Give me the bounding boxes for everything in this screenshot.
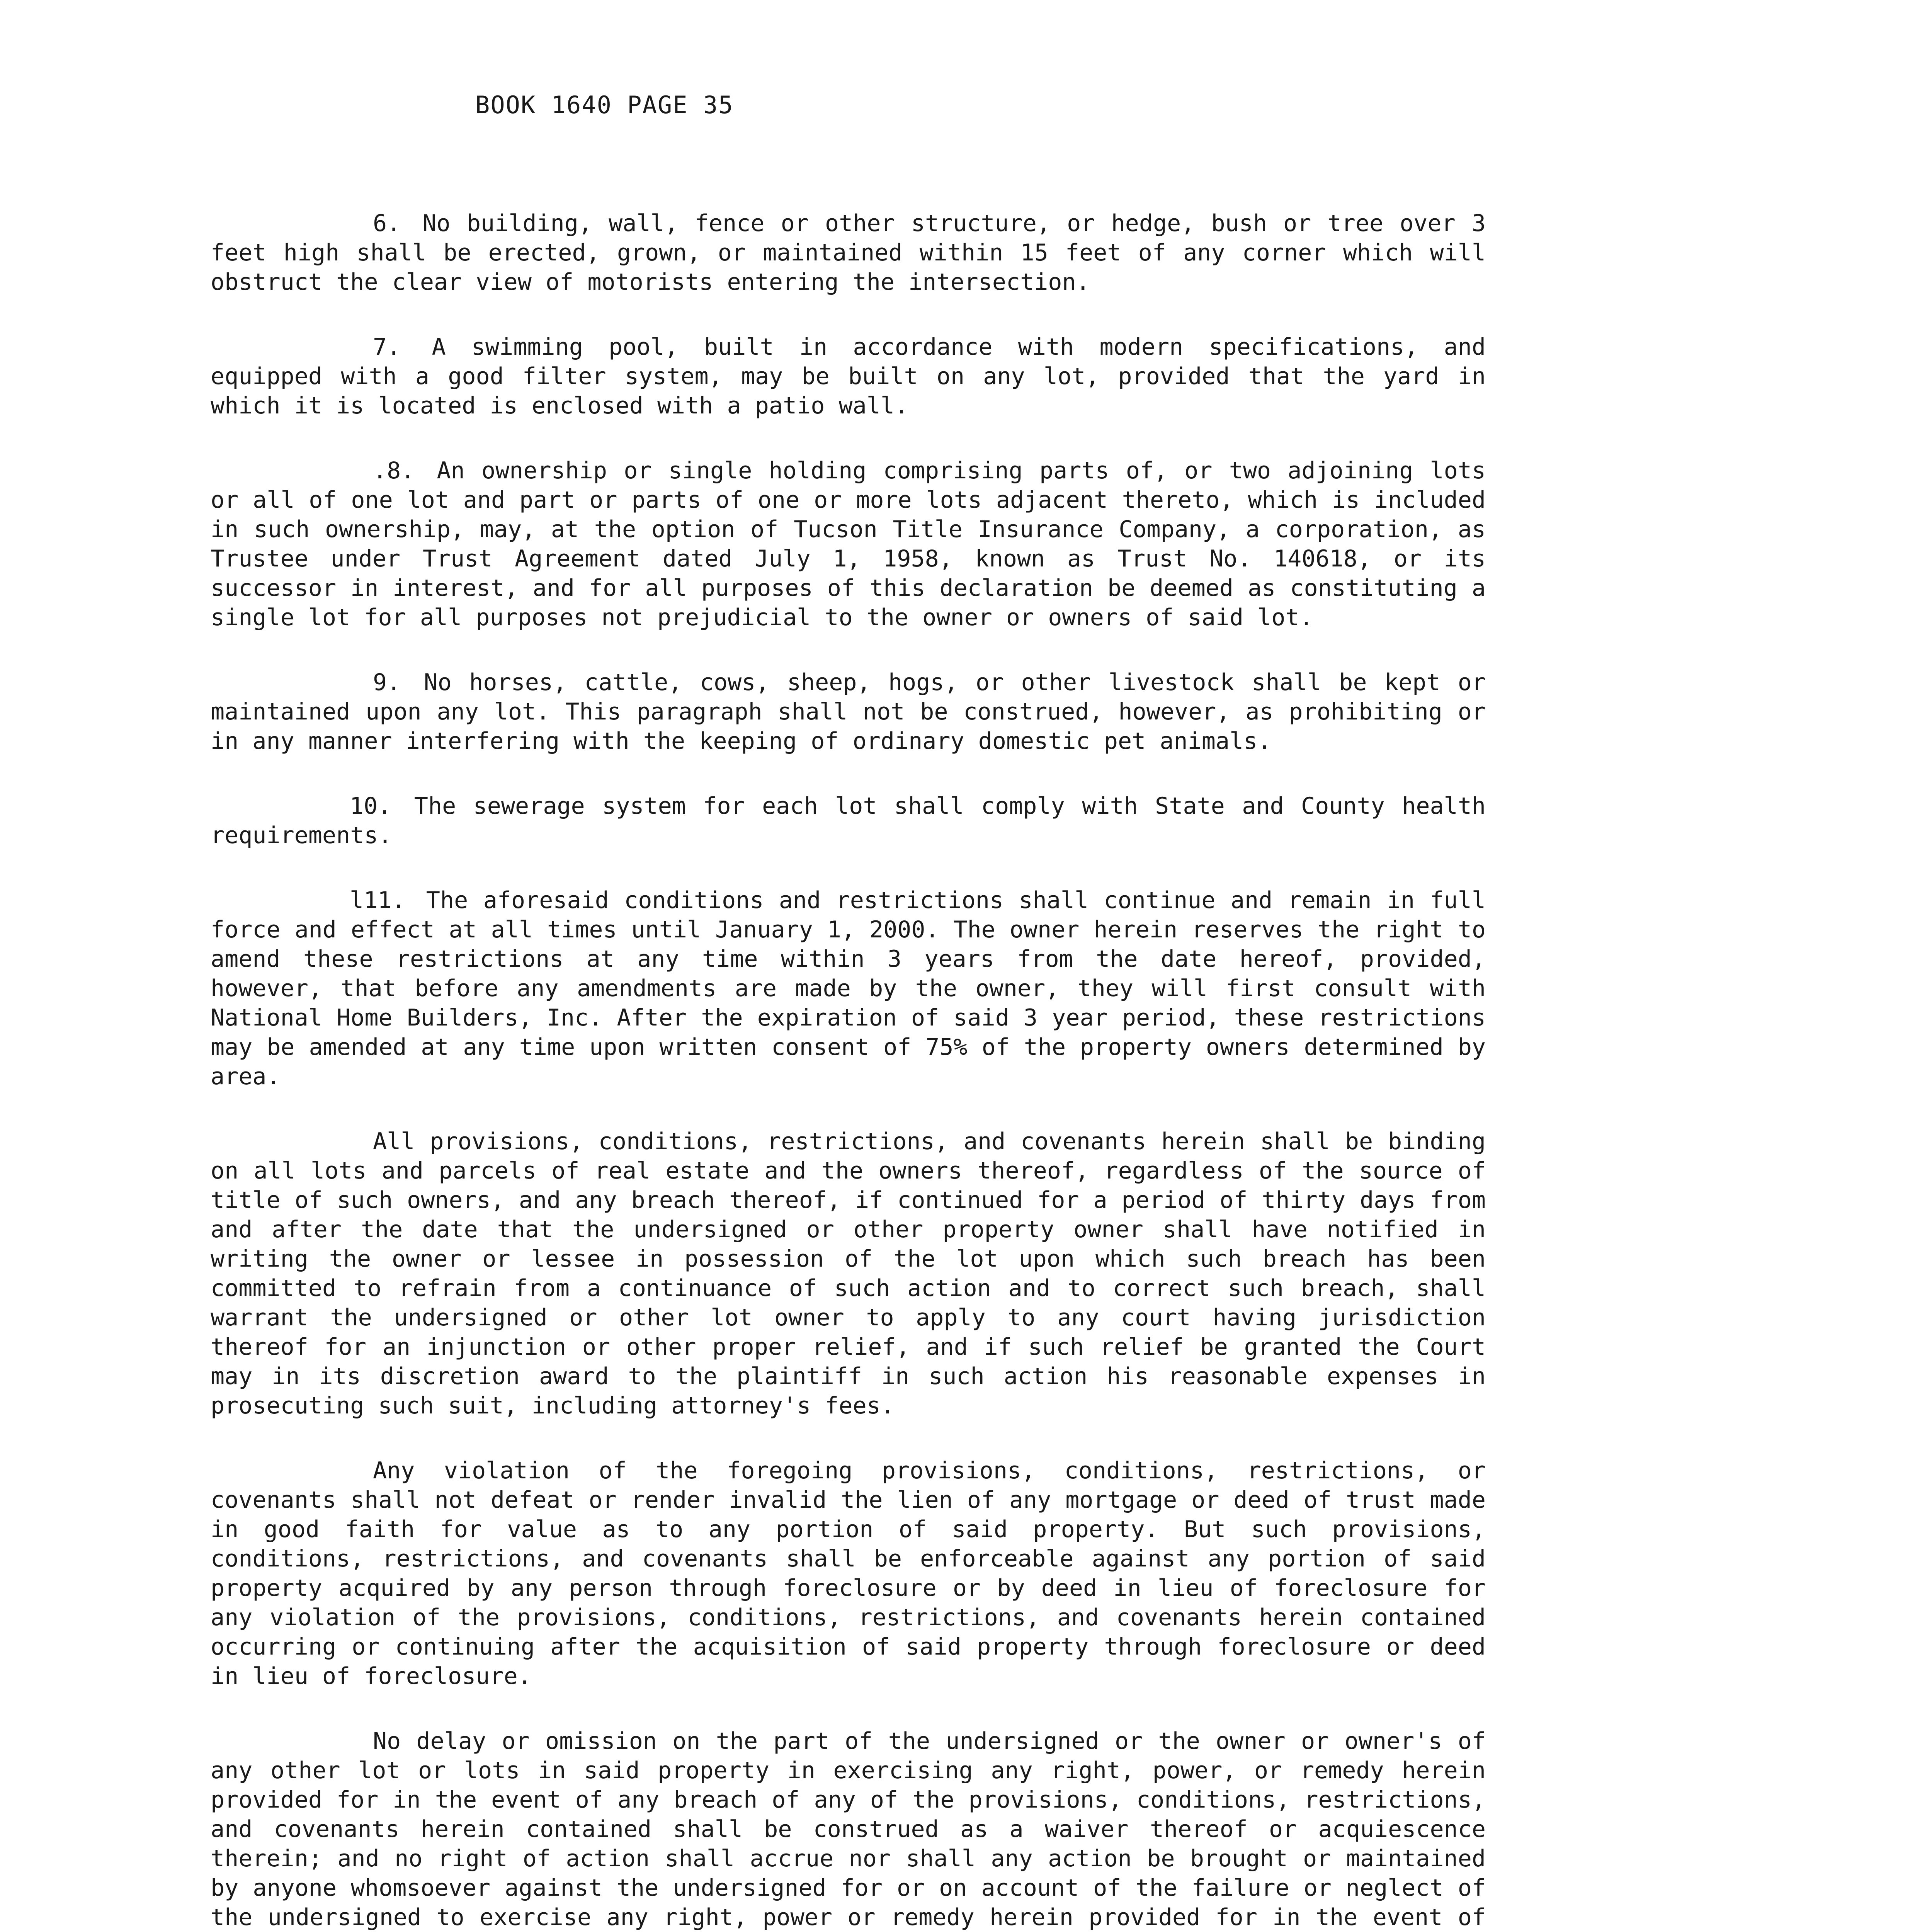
paragraph-binding-provisions bbox=[211, 1127, 1486, 1420]
paragraph-number: 9. bbox=[373, 669, 401, 696]
paragraph-8 bbox=[211, 456, 1486, 632]
paragraph-number: 6. bbox=[373, 210, 401, 237]
paragraph-number: 10. bbox=[350, 793, 392, 820]
paragraph-text: The aforesaid conditions and restrictions shall continue and remain in full force and effect at all times until January 1, 2000. The owner herein reserves the right to amend these restrictions at any time within 3 years from the date hereof, provided, however, that before any amendments are made by the owner, they will first consult with National Home Builders, Inc. After the expiration of said 3 year period, these restrictions may be amended at any time upon written consent of 75% of the property owners determined by area. bbox=[211, 887, 1486, 1090]
document-body bbox=[211, 209, 1486, 1932]
paragraph-text: No delay or omission on the part of the undersigned or the owner or owner's of any other lot or lots in said property in exercising any right, power, or remedy herein provided for in the event of any breach of any of the provisions, conditions, restrictions, and covenants herein contained shall be construed as a waiver thereof or acquiescence therein; and no right of action shall accrue nor shall any action be brought or maintained by anyone whomsoever against the undersigned for or on account of the failure or neglect of the undersigned to exercise any right, power or remedy herein provided for in the event of bbox=[211, 1728, 1486, 1931]
paragraph-6 bbox=[211, 209, 1486, 297]
paragraph-number: l11. bbox=[350, 887, 406, 914]
paragraph-text: All provisions, conditions, restrictions, and covenants herein shall be binding on all lots and parcels of real estate and the owners thereof, regardless of the source of title of such owners, and any breach thereof, if continued for a period of thirty days from and after the date that the undersigned or other property owner shall have notified in writing the owner or lessee in possession of the lot upon which such breach has been committed to refrain from a continuance of such action and to correct such breach, shall warrant the undersigned or other lot owner to apply to any court having jurisdiction thereof for an injunction or other proper relief, and if such relief be granted the Court may in its discretion award to the plaintiff in such action his reasonable expenses in prosecuting such suit, including attorney's fees. bbox=[211, 1128, 1486, 1419]
paragraph-7 bbox=[211, 332, 1486, 420]
paragraph-9 bbox=[211, 668, 1486, 756]
paragraph-10 bbox=[211, 791, 1486, 850]
paragraph-number: 7. bbox=[373, 333, 401, 361]
paragraph-number: .8. bbox=[373, 457, 415, 484]
paragraph-text: No horses, cattle, cows, sheep, hogs, or other livestock shall be kept or maintained upon any lot. This paragraph shall not be construed, however, as prohibiting or in any manner interfering with the keeping of ordinary domestic pet animals. bbox=[211, 669, 1486, 755]
paragraph-11 bbox=[211, 886, 1486, 1091]
paragraph-text: No building, wall, fence or other structure, or hedge, bush or tree over 3 feet high shall be erected, grown, or maintained within 15 feet of any corner which will obstruct the clear view of motorists entering the intersection. bbox=[211, 210, 1486, 296]
book-page-header: BOOK 1640 PAGE 35 bbox=[475, 91, 734, 119]
paragraph-text: Any violation of the foregoing provisions, conditions, restrictions, or covenants shall not defeat or render invalid the lien of any mortgage or deed of trust made in good faith for value as to any portion of said property. But such provisions, conditions, restrictions, and covenants shall be enforceable against any portion of said property acquired by any person through foreclosure or by deed in lieu of foreclosure for any violation of the provisions, conditions, restrictions, and covenants herein contained occurring or continuing after the acquisition of said property through foreclosure or deed in lieu of foreclosure. bbox=[211, 1457, 1486, 1690]
paragraph-violation-lien bbox=[211, 1456, 1486, 1691]
paragraph-no-waiver bbox=[211, 1726, 1486, 1932]
paragraph-text: An ownership or single holding comprising parts of, or two adjoining lots or all of one lot and part or parts of one or more lots adjacent thereto, which is included in such ownership, may, at the option of Tucson Title Insurance Company, a corporation, as Trustee under Trust Agreement dated July 1, 1958, known as Trust No. 140618, or its successor in interest, and for all purposes of this declaration be deemed as constituting a single lot for all purposes not prejudicial to the owner or owners of said lot. bbox=[211, 457, 1486, 631]
paragraph-text: The sewerage system for each lot shall comply with State and County health requirements. bbox=[211, 793, 1486, 849]
paragraph-text: A swimming pool, built in accordance with modern specifications, and equipped with a good filter system, may be built on any lot, provided that the yard in which it is located is enclosed with a patio wall. bbox=[211, 333, 1486, 419]
